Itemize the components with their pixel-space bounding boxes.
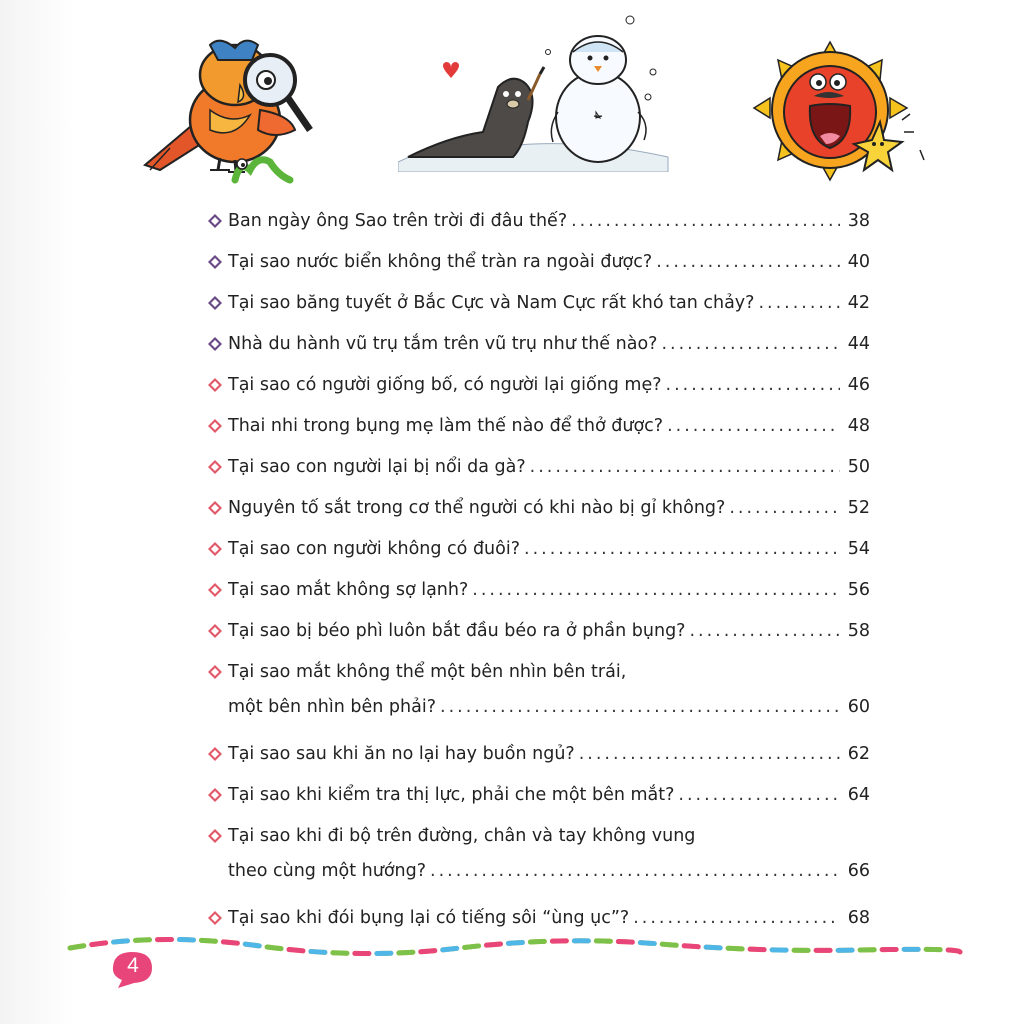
dot-leader [758,291,840,315]
toc-entry[interactable] [206,532,870,573]
toc-entry-page: 64 [847,785,870,805]
toc-entry[interactable] [206,450,870,491]
toc-entry[interactable] [206,614,870,655]
dot-leader [571,209,840,233]
toc-entry[interactable] [206,368,870,409]
toc-entry[interactable] [206,819,870,901]
dot-leader [530,455,840,479]
toc-entry[interactable] [206,204,870,245]
pink-diamond-bullet-icon [206,578,228,602]
toc-entry[interactable] [206,327,870,368]
toc-entry-title: Ban ngày ông Sao trên trời đi đâu thế? [228,211,568,231]
pink-diamond-bullet-icon [206,619,228,643]
dot-leader [524,537,840,561]
toc-entry-page: 58 [847,621,870,641]
toc-entry-page: 52 [847,498,870,518]
page-gutter-shadow [0,0,74,1024]
toc-entry-page: 40 [847,252,870,272]
toc-entry-title: Nhà du hành vũ trụ tắm trên vũ trụ như thế nào? [228,334,658,354]
dot-leader [440,695,840,719]
dot-leader [472,578,840,602]
dot-leader [667,414,840,438]
toc-entry[interactable] [206,491,870,532]
dot-leader [430,859,840,883]
purple-diamond-bullet-icon [206,209,228,233]
pink-diamond-bullet-icon [206,373,228,397]
toc-entry-page: 42 [847,293,870,313]
dot-leader [729,496,840,520]
toc-entry-title: Tại sao mắt không sợ lạnh? [228,580,469,600]
toc-entry-title-line1: Tại sao mắt không thể một bên nhìn bên trái, [228,662,627,682]
dot-leader [689,619,840,643]
toc-entry[interactable] [206,409,870,450]
toc-entry[interactable] [206,778,870,819]
table-of-contents [206,204,870,942]
pink-diamond-bullet-icon [206,414,228,438]
toc-entry-title-line2: một bên nhìn bên phải? [228,697,437,717]
dot-leader [661,332,840,356]
purple-diamond-bullet-icon [206,291,228,315]
pink-diamond-bullet-icon [206,742,228,766]
dot-leader [579,742,840,766]
toc-entry-page: 46 [847,375,870,395]
toc-entry-page: 38 [847,211,870,231]
pink-diamond-bullet-icon [206,537,228,561]
toc-entry-page: 44 [847,334,870,354]
toc-entry-title: Tại sao con người lại bị nổi da gà? [228,457,526,477]
toc-entry-title: Tại sao khi đói bụng lại có tiếng sôi “ùng ục”? [228,908,630,928]
toc-entry-title: Tại sao băng tuyết ở Bắc Cực và Nam Cực rất khó tan chảy? [228,293,755,313]
dot-leader [666,373,840,397]
seal-snowman-illustration [398,12,678,172]
toc-entry-title: Tại sao khi kiểm tra thị lực, phải che một bên mắt? [228,785,675,805]
purple-diamond-bullet-icon [206,250,228,274]
toc-entry-title-line1: Tại sao khi đi bộ trên đường, chân và tay không vung [228,826,696,846]
toc-entry[interactable] [206,245,870,286]
toc-entry-title: Nguyên tố sắt trong cơ thể người có khi nào bị gỉ không? [228,498,726,518]
toc-entry-page: 66 [847,861,870,881]
pink-diamond-bullet-icon [206,660,228,684]
purple-diamond-bullet-icon [206,332,228,356]
dot-leader [656,250,840,274]
sun-star-illustration [752,40,942,190]
toc-entry-title: Tại sao con người không có đuôi? [228,539,520,559]
dot-leader [678,783,840,807]
toc-entry[interactable] [206,573,870,614]
page-number-badge [110,950,156,990]
toc-entry[interactable] [206,655,870,737]
toc-entry-page: 68 [847,908,870,928]
toc-entry[interactable] [206,737,870,778]
toc-entry-title: Tại sao bị béo phì luôn bắt đầu béo ra ở phần bụng? [228,621,686,641]
pink-diamond-bullet-icon [206,824,228,848]
toc-entry-title-line2: theo cùng một hướng? [228,861,427,881]
toc-entry-title: Thai nhi trong bụng mẹ làm thế nào để thở được? [228,416,664,436]
toc-entry-page: 54 [847,539,870,559]
toc-entry-page: 60 [847,697,870,717]
owl-magnifier-illustration [140,30,330,195]
toc-entry-title: Tại sao nước biển không thể tràn ra ngoài được? [228,252,653,272]
pink-diamond-bullet-icon [206,455,228,479]
toc-entry-title: Tại sao có người giống bố, có người lại giống mẹ? [228,375,662,395]
toc-entry-page: 56 [847,580,870,600]
page-number: 4 [127,954,139,977]
toc-entry-page: 50 [847,457,870,477]
toc-entry-page: 48 [847,416,870,436]
pink-diamond-bullet-icon [206,783,228,807]
toc-entry[interactable] [206,286,870,327]
pink-diamond-bullet-icon [206,496,228,520]
toc-entry-title: Tại sao sau khi ăn no lại hay buồn ngủ? [228,744,575,764]
toc-entry-page: 62 [847,744,870,764]
